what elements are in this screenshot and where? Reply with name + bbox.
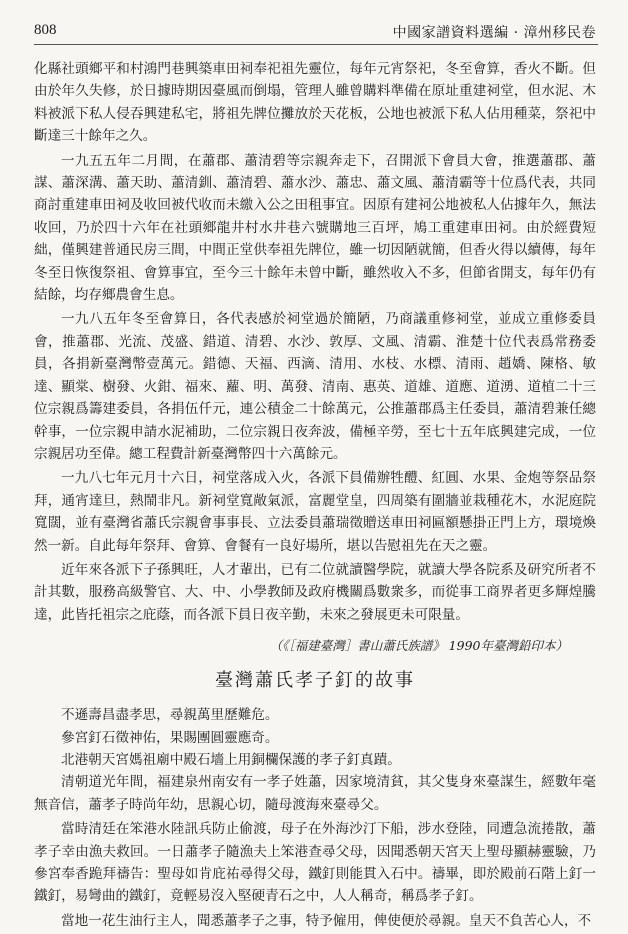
page-number: 808 [34, 22, 57, 38]
page-header [34, 22, 598, 45]
paragraph: 當地一花生油行主人，聞悉蕭孝子之事，特予僱用，俾使便於尋親。皇天不負苦心人，不 [61, 912, 592, 929]
caption-line: 北港朝天宮媽祖廟中殿石墻上用銅欄保護的孝子釘真蹟。 [61, 751, 401, 768]
paragraph: 清朝道光年間，福建泉州南安有一孝子姓蕭，因家境清貧，其父隻身來臺謀生，經數年毫無音信，蕭孝子時尚年幼，思親心切，隨母渡海來臺尋父。 [34, 774, 596, 813]
paragraph: 近年來各派下子孫興旺，人才輩出，已有二位就讀醫學院，就讀大學各院系及研究所者不計其數，服務高級警官、大、中、小學教師及政府機關爲數衆多，而從事工商界者更多輝煌騰達，此皆托祖宗之庇蔭，而各派下員日夜辛勤，未來之發展更未可限量。 [34, 561, 596, 623]
source-citation: （《［福建臺灣］書山蕭氏族譜》 1990年臺灣鉛印本） [269, 638, 568, 654]
page-body [34, 58, 596, 934]
section-title: 臺灣蕭氏孝子釘的故事 [215, 670, 415, 692]
paragraph: 一九五五年二月間，在蕭郡、蕭清碧等宗親奔走下，召開派下會員大會，推選蕭郡、蕭謀、蕭深溝、蕭天助、蕭清釧、蕭清碧、蕭水沙、蕭忠、蕭文風、蕭清霸等十位爲代表，共同商討重建車田祠及收回被代收而未繳入公之田租事宜。因原有建祠公地被私人佔據年久，無法收回，乃於四十六年在社頭鄉龍井村水井巷六號購地三百坪，鳩工重建車田祠。由於經費短絀，僅興建普通民房三間，中間正堂供奉祖先牌位，雖一切因陋就簡，但香火得以續傳，每年冬至日恢復祭祖、會算事宜，至今三十餘年未曾中斷，雖然收入不多，但節省開支，每年仍有結餘，均存鄉農會生息。 [34, 152, 596, 304]
verse-line: 參宮釘石徵神佑，果賜團圓靈應奇。 [61, 729, 279, 746]
verse-line: 不遜壽昌盡孝思，尋親萬里歷難危。 [61, 707, 279, 724]
paragraph: 一九八五年冬至會算日，各代表感於祠堂過於簡陋，乃商議重修祠堂，並成立重修委員會，推蕭郡、光流、茂盛、錯道、清碧、水沙、敦厚、文風、清霸、淮楚十位代表爲常務委員，各捐新臺灣幣壹萬元。錯德、天福、西滴、清用、水枝、水標、清雨、趙嬌、陳格、敏達、顯棠、樹發、火鉗、福來、蘿、明、萬發、清南、惠英、道雄、道應、道湧、道植二十三位宗親爲籌建委員，各捐伍仟元，連公積金二十餘萬元，公推蕭郡爲主任委員，蕭清碧兼任總幹事，一位宗親申請水泥補助，二位宗親日夜奔波，備極辛勞，至七十五年底興建完成，一位宗親居功至偉。總工程費計新臺灣幣四十六萬餘元。 [34, 311, 596, 462]
paragraph: 當時清廷在笨港水陸訊兵防止偷渡，母子在外海沙汀下船，涉水登陸，同遭急流捲散，蕭孝子幸由漁夫救回。一日蕭孝子隨漁夫上笨港查尋父母，因聞悉朝天宮天上聖母顯赫靈驗，乃參宮奉香跪拜禱告：聖母如肯庇祐尋得父母，鐵釘則能貫入石中。禱畢，即於殿前石階上釘一鐵釘，易彎曲的鐵釘，竟輕易沒入堅硬青石之中，人人稱奇，稱爲孝子釘。 [34, 821, 596, 905]
running-head: 中國家譜資料選編 · 漳州移民卷 [392, 25, 596, 41]
paragraph: 一九八七年元月十六日，祠堂落成入火，各派下員備辦牲醴、紅圓、水果、金炮等祭品祭拜，通宵達旦，熱鬧非凡。新祠堂寬敞氣派，富麗堂皇，四周築有圍牆並栽種花木，水泥庭院寬闊，並有臺灣省蕭氏宗親會事事長、立法委員蕭瑞徵贈送車田祠匾額懸掛正門上方，環境煥然一新。自此每年祭拜、會算、會餐有一良好場所，堪以告慰祖先在天之靈。 [34, 470, 596, 554]
paragraph: 化縣社頭鄉平和村鴻門巷興築車田祠奉祀祖先靈位，每年元宵祭祀，冬至會算，香火不斷。但由於年久失修，於日據時期因臺風而倒塌，管理人雖曾購料準備在原址重建祠堂，但水泥、木料被派下私人侵吞興建私宅，將祖先牌位攤放於天花板，公地也被派下私人佔用種菜，祭祀中斷達三十餘年之久。 [34, 61, 596, 145]
